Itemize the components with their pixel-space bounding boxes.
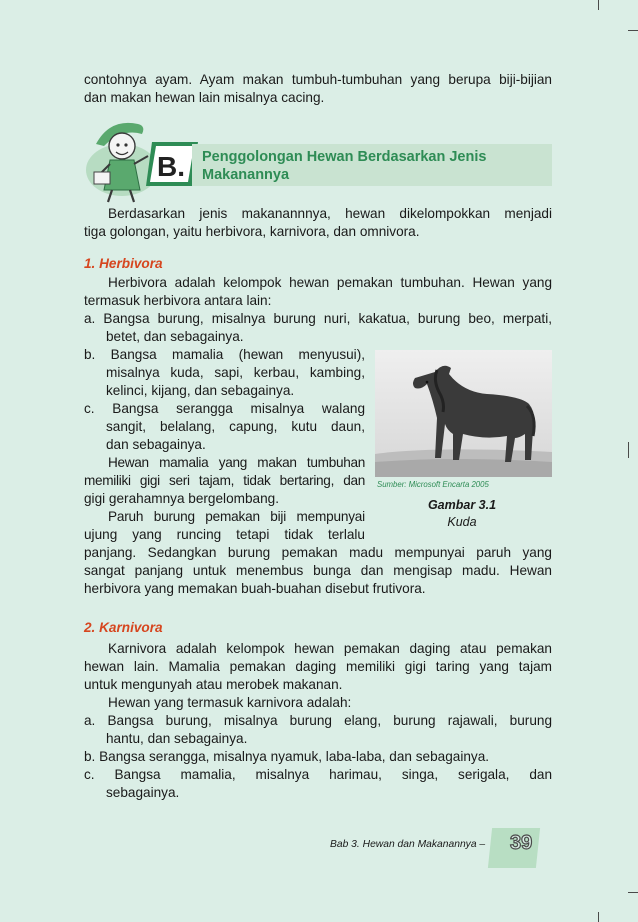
body-line: termasuk herbivora antara lain: bbox=[84, 293, 272, 308]
body-line: Herbivora adalah kelompok hewan pemakan tumbuhan. Hewan yang bbox=[108, 275, 552, 290]
list-item: a. Bangsa burung, misalnya burung nuri, kakatua, burung beo, merpati, bbox=[84, 311, 552, 326]
horse-icon bbox=[375, 350, 552, 477]
horse-photo bbox=[375, 350, 552, 477]
figure-caption: Kuda bbox=[447, 515, 477, 529]
body-line: panjang. Sedangkan burung pemakan madu mempunyai paruh yang bbox=[84, 545, 552, 560]
page-number: 39 bbox=[510, 832, 533, 854]
section-paragraph-line: Berdasarkan jenis makanannnya, hewan dikelompokkan menjadi bbox=[108, 206, 552, 221]
body-line: sangat panjang untuk menembus bunga dan mengisap madu. Hewan bbox=[84, 563, 552, 578]
body-line: Hewan yang termasuk karnivora adalah: bbox=[108, 695, 352, 710]
crop-mark bbox=[628, 892, 638, 893]
list-item: a. Bangsa burung, misalnya burung elang, burung rajawali, burung bbox=[84, 713, 552, 728]
section-title bbox=[202, 149, 542, 184]
section-title-line: Makanannya bbox=[202, 166, 290, 183]
crop-mark bbox=[598, 0, 599, 10]
section-title-line: Penggolongan Hewan Berdasarkan Jenis bbox=[202, 149, 487, 165]
crop-mark bbox=[598, 912, 599, 922]
body-line: hewan lain. Mamalia pemakan daging memiliki gigi taring yang tajam bbox=[84, 659, 552, 674]
intro-line: contohnya ayam. Ayam makan tumbuh-tumbuhan yang berupa biji-bijian bbox=[84, 72, 552, 87]
herbivora-heading: 1. Herbivora bbox=[84, 256, 163, 271]
list-item: kelinci, kijang, dan sebagainya. bbox=[106, 383, 295, 398]
list-item: misalnya kuda, sapi, kerbau, kambing, bbox=[106, 365, 365, 380]
body-line: Hewan mamalia yang makan tumbuhan bbox=[108, 455, 365, 470]
list-item: c. Bangsa serangga misalnya walang bbox=[84, 401, 365, 416]
list-item: sangit, belalang, capung, kutu daun, bbox=[106, 419, 365, 434]
body-line: herbivora yang memakan buah-buahan disebut frutivora. bbox=[84, 581, 426, 596]
body-line: untuk mengunyah atau merobek makanan. bbox=[84, 677, 343, 692]
list-item: hantu, dan sebagainya. bbox=[106, 731, 248, 746]
list-item: b. Bangsa serangga, misalnya nyamuk, laba-laba, dan sebagainya. bbox=[84, 749, 490, 764]
body-line: Paruh burung pemakan biji mempunyai bbox=[108, 509, 365, 524]
body-line: gigi gerahamnya bergelombang. bbox=[84, 491, 279, 506]
figure-label: Gambar 3.1 bbox=[427, 498, 497, 512]
list-item: dan sebagainya. bbox=[106, 437, 206, 452]
list-item: c. Bangsa mamalia, misalnya harimau, singa, serigala, dan bbox=[84, 767, 552, 782]
body-line: ujung yang runcing tetapi tidak terlalu bbox=[84, 527, 365, 542]
body-line: Karnivora adalah kelompok hewan pemakan daging atau pemakan bbox=[108, 641, 552, 656]
list-item: b. Bangsa mamalia (hewan menyusui), bbox=[84, 347, 365, 362]
intro-line: dan makan hewan lain misalnya cacing. bbox=[84, 90, 325, 105]
footer-chapter: Bab 3. Hewan dan Makanannya – bbox=[330, 839, 486, 850]
body-line: memiliki gigi seri tajam, tidak bertaring, dan bbox=[84, 473, 365, 488]
list-item: betet, dan sebagainya. bbox=[106, 329, 244, 344]
crop-mark bbox=[628, 30, 638, 31]
section-letter: B. bbox=[157, 151, 185, 182]
karnivora-heading: 2. Karnivora bbox=[84, 620, 163, 635]
figure-source: Sumber: Microsoft Encarta 2005 bbox=[377, 480, 489, 489]
list-item: sebagainya. bbox=[106, 785, 180, 800]
section-paragraph-line: tiga golongan, yaitu herbivora, karnivora, dan omnivora. bbox=[84, 224, 420, 239]
crop-mark bbox=[628, 442, 629, 458]
